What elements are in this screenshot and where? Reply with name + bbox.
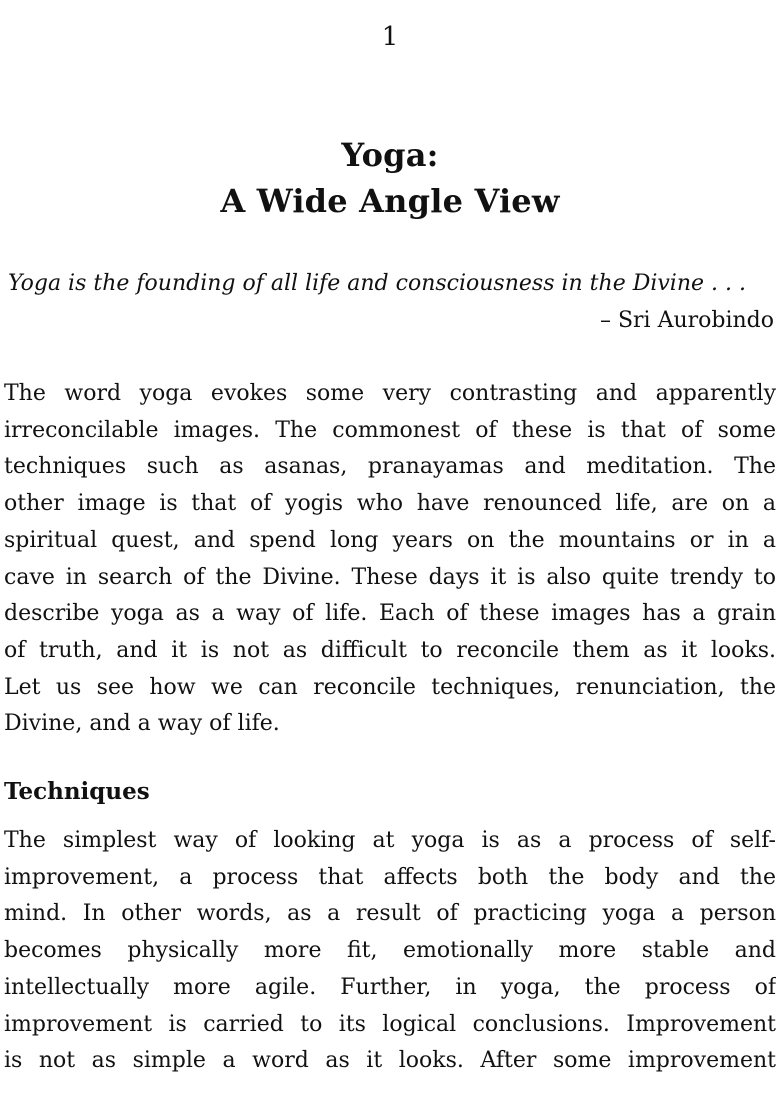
chapter-title [0, 132, 780, 224]
paragraph-line: Divine, and a way of life. [4, 711, 280, 737]
epigraph-attribution: – Sri Aurobindo [599, 308, 774, 333]
paragraph-line: Let us see how we can reconcile techniques, renunciation, the [4, 674, 776, 700]
paragraph-intro [4, 376, 776, 743]
paragraph-line: techniques such as asanas, pranayamas and meditation. The [4, 454, 776, 480]
chapter-title-line-1: Yoga: [341, 136, 439, 174]
paragraph-line: irreconcilable images. The commonest of these is that of some [4, 417, 776, 443]
paragraph-line: The simplest way of looking at yoga is as a process of self- [4, 828, 776, 853]
paragraph-line: of truth, and it is not as difficult to reconcile them as it looks. [4, 637, 776, 663]
page-number: 1 [381, 22, 399, 52]
paragraph-line: becomes physically more fit, emotionally more stable and [4, 938, 776, 964]
paragraph-line: improvement is carried to its logical conclusions. Improvement [4, 1011, 776, 1037]
paragraph-techniques [4, 823, 776, 1080]
paragraph-line: improvement, a process that affects both the body and the [4, 864, 776, 890]
epigraph-quote: Yoga is the founding of all life and consciousness in the Divine . . . [8, 271, 746, 296]
paragraph-line: other image is that of yogis who have renounced life, are on a [4, 491, 776, 517]
paragraph-line: intellectually more agile. Further, in yoga, the process of [4, 974, 776, 1000]
section-heading-techniques: Techniques [4, 778, 150, 805]
paragraph-line: spiritual quest, and spend long years on the mountains or in a [4, 527, 776, 553]
chapter-title-line-2: A Wide Angle View [220, 182, 560, 220]
paragraph-line: cave in search of the Divine. These days it is also quite trendy to [4, 564, 776, 590]
paragraph-line: mind. In other words, as a result of practicing yoga a person [4, 901, 776, 927]
paragraph-line: is not as simple a word as it looks. After some improvement [4, 1048, 776, 1074]
paragraph-line: The word yoga evokes some very contrasting and apparently [4, 381, 776, 406]
paragraph-line: describe yoga as a way of life. Each of these images has a grain [4, 601, 776, 627]
